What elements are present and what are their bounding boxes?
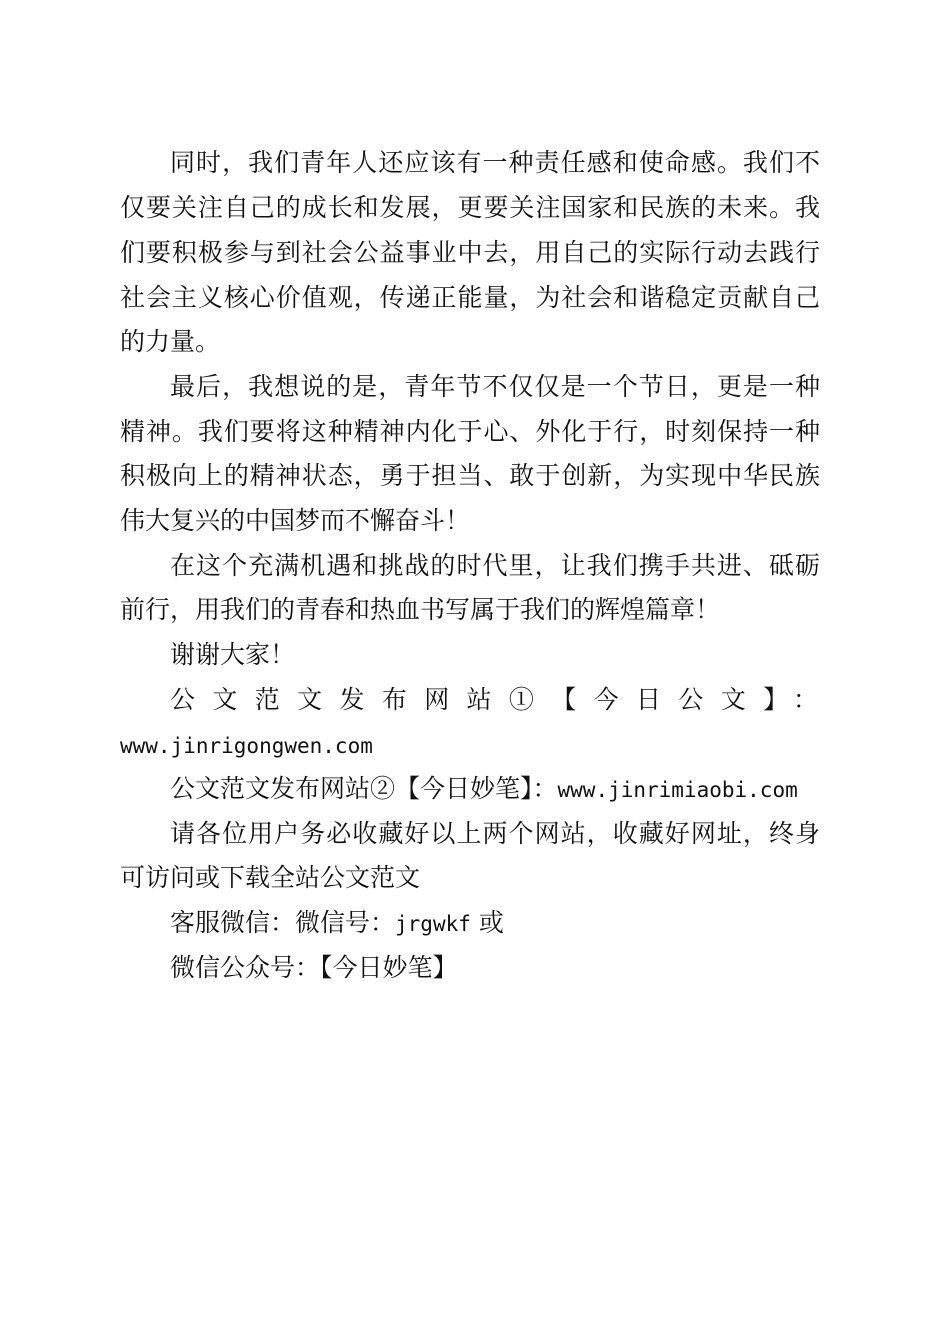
paragraph-1-line-4: 社会主义核心价值观，传递正能量，为社会和谐稳定贡献自己 bbox=[120, 283, 820, 312]
paragraph-1-line-5: 的力量。 bbox=[120, 327, 221, 356]
site1-label: 公文范文发布网站①【今日公文】： bbox=[170, 685, 820, 714]
paragraph-2-line-4: 伟大复兴的中国梦而不懈奋斗！ bbox=[120, 506, 471, 535]
site1-url[interactable]: www.jinrigongwen.com bbox=[120, 734, 373, 758]
notice-line-1: 请各位用户务必收藏好以上两个网站，收藏好网址，终身 bbox=[170, 819, 820, 848]
wechat-label: 客服微信：微信号： bbox=[170, 908, 396, 937]
paragraph-1-line-2: 仅要关注自己的成长和发展，更要关注国家和民族的未来。我 bbox=[120, 193, 820, 222]
site2-url[interactable]: www.jinrimiaobi.com bbox=[557, 778, 798, 802]
paragraph-3-line-1: 在这个充满机遇和挑战的时代里，让我们携手共进、砥砺 bbox=[170, 551, 820, 580]
wechat-line bbox=[170, 906, 820, 940]
paragraph-1-line-1: 同时，我们青年人还应该有一种责任感和使命感。我们不 bbox=[170, 148, 820, 177]
paragraph-1-line-3: 们要积极参与到社会公益事业中去，用自己的实际行动去践行 bbox=[120, 238, 820, 267]
paragraph-2-line-1: 最后，我想说的是，青年节不仅仅是一个节日，更是一种 bbox=[170, 372, 820, 401]
site2-label: 公文范文发布网站②【今日妙笔】： bbox=[170, 774, 558, 803]
site2-line bbox=[170, 772, 820, 806]
paragraph-3-line-2: 前行，用我们的青春和热血书写属于我们的辉煌篇章！ bbox=[120, 595, 721, 624]
paragraph-4-line-1: 谢谢大家！ bbox=[170, 640, 296, 669]
paragraph-2-line-2: 精神。我们要将这种精神内化于心、外化于行，时刻保持一种 bbox=[120, 417, 820, 446]
wechat-or: 或 bbox=[470, 908, 504, 937]
paragraph-2-line-3: 积极向上的精神状态，勇于担当、敢于创新，为实现中华民族 bbox=[120, 461, 820, 490]
official-account-line: 微信公众号：【今日妙笔】 bbox=[170, 953, 458, 982]
site1-url-line[interactable] bbox=[120, 728, 820, 762]
notice-line-2: 可访问或下载全站公文范文 bbox=[120, 863, 421, 892]
wechat-id: jrgwkf bbox=[395, 912, 471, 936]
